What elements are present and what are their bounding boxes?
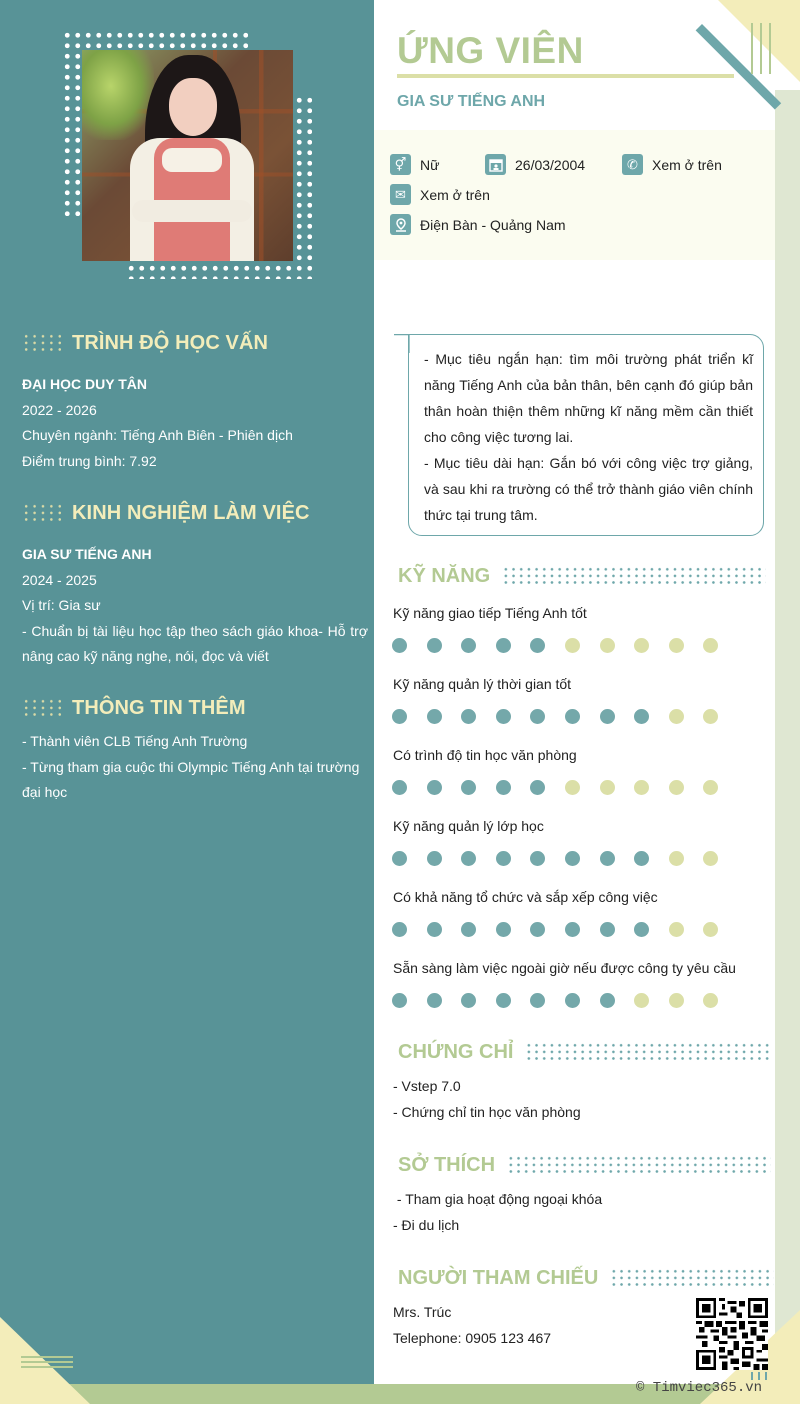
contact-address <box>390 214 566 235</box>
skill-name: Có trình độ tin học văn phòng <box>393 747 577 763</box>
rating-dot-empty-icon <box>669 993 684 1008</box>
career-objective <box>408 334 764 536</box>
rating-dot-filled-icon <box>496 922 511 937</box>
certificates-list <box>393 1073 581 1125</box>
experience-period: 2024 - 2025 <box>22 571 97 588</box>
rating-dot-empty-icon <box>703 780 718 795</box>
rating-dot-filled-icon <box>392 922 407 937</box>
additional-item: - Thành viên CLB Tiếng Anh Trường <box>22 733 248 749</box>
rating-dot-filled-icon <box>530 638 545 653</box>
skill-rating <box>392 709 763 724</box>
rating-dot-empty-icon <box>703 638 718 653</box>
school-name: ĐẠI HỌC DUY TÂN <box>22 376 147 392</box>
rating-dot-filled-icon <box>565 851 580 866</box>
rating-dot-filled-icon <box>530 922 545 937</box>
dots-decor-icon <box>502 566 766 586</box>
contact-email <box>390 184 490 205</box>
section-title: KỸ NĂNG <box>398 564 491 587</box>
rating-dot-empty-icon <box>669 851 684 866</box>
rating-dot-empty-icon <box>600 638 615 653</box>
dots-decor-icon <box>22 503 64 523</box>
skill-name: Kỹ năng quản lý lớp học <box>393 818 544 834</box>
skill-rating <box>392 922 763 937</box>
hobby-item: - Tham gia hoạt động ngoại khóa <box>393 1191 603 1207</box>
skill-name: Kỹ năng quản lý thời gian tốt <box>393 676 572 692</box>
rating-dot-empty-icon <box>634 780 649 795</box>
certificates-heading <box>398 1039 769 1065</box>
rating-dot-filled-icon <box>600 922 615 937</box>
rating-dot-filled-icon <box>530 851 545 866</box>
skill-name: Sẵn sàng làm việc ngoài giờ nếu được công ty yêu cầu <box>393 960 736 976</box>
skills-heading <box>398 563 766 589</box>
rating-dot-filled-icon <box>392 851 407 866</box>
rating-dot-filled-icon <box>496 780 511 795</box>
education-section <box>22 330 368 474</box>
dots-decor-icon <box>22 698 64 718</box>
rating-dot-filled-icon <box>565 709 580 724</box>
rating-dot-empty-icon <box>703 993 718 1008</box>
skill-name: Kỹ năng giao tiếp Tiếng Anh tốt <box>393 605 587 621</box>
email-value: Xem ở trên <box>420 186 490 203</box>
rating-dot-filled-icon <box>565 922 580 937</box>
rating-dot-filled-icon <box>634 709 649 724</box>
address-value: Điện Bàn - Quảng Nam <box>420 216 566 233</box>
rating-dot-filled-icon <box>496 851 511 866</box>
phone-value: Xem ở trên <box>652 156 722 173</box>
contact-birthday <box>485 154 585 175</box>
mail-icon: ✉ <box>390 184 411 205</box>
skill-rating <box>392 638 763 653</box>
rating-dot-filled-icon <box>392 638 407 653</box>
education-period: 2022 - 2026 <box>22 401 97 418</box>
rating-dot-empty-icon <box>565 780 580 795</box>
rating-dot-filled-icon <box>461 922 476 937</box>
section-title: KINH NGHIỆM LÀM VIỆC <box>72 501 310 524</box>
section-title: CHỨNG CHỈ <box>398 1040 514 1063</box>
rating-dot-empty-icon <box>703 851 718 866</box>
dots-decor-icon <box>525 1042 769 1062</box>
skill-rating <box>392 851 763 866</box>
skill-item <box>393 745 763 795</box>
rating-dot-filled-icon <box>530 780 545 795</box>
rating-dot-filled-icon <box>634 922 649 937</box>
candidate-name: ỨNG VIÊN <box>397 30 584 71</box>
rating-dot-filled-icon <box>427 993 442 1008</box>
location-icon <box>390 214 411 235</box>
skill-item <box>393 603 763 653</box>
rating-dot-filled-icon <box>461 638 476 653</box>
qr-code-icon <box>696 1298 768 1370</box>
skill-item <box>393 887 763 937</box>
rating-dot-filled-icon <box>600 709 615 724</box>
additional-info-section <box>22 695 368 806</box>
copyright-text: © Timviec365.vn <box>636 1380 763 1396</box>
candidate-photo <box>82 50 293 261</box>
objective-long-term: - Mục tiêu dài hạn: Gắn bó với công việc trợ giảng, và sau khi ra trường có thể trở thành giáo viên chính thức tại trung tâm. <box>424 455 753 523</box>
rating-dot-filled-icon <box>496 709 511 724</box>
gender-icon: ⚥ <box>390 154 411 175</box>
certificate-item: - Vstep 7.0 <box>393 1078 461 1094</box>
skill-item <box>393 816 763 866</box>
rating-dot-filled-icon <box>600 851 615 866</box>
top-right-decor-lines <box>751 23 771 74</box>
bottom-right-decor-lines <box>751 1372 767 1380</box>
hobbies-list <box>393 1186 602 1238</box>
name-underline <box>397 74 734 78</box>
rating-dot-empty-icon <box>600 780 615 795</box>
contact-phone <box>622 154 722 175</box>
hobby-item: - Đi du lịch <box>393 1217 460 1233</box>
certificate-item: - Chứng chỉ tin học văn phòng <box>393 1104 581 1120</box>
rating-dot-empty-icon <box>634 638 649 653</box>
rating-dot-filled-icon <box>461 709 476 724</box>
rating-dot-empty-icon <box>565 638 580 653</box>
right-decor-strip <box>775 90 800 1384</box>
experience-section <box>22 500 368 670</box>
section-title: NGƯỜI THAM CHIẾU <box>398 1266 599 1289</box>
rating-dot-filled-icon <box>461 780 476 795</box>
rating-dot-filled-icon <box>530 993 545 1008</box>
rating-dot-filled-icon <box>461 993 476 1008</box>
experience-position: Vị trí: Gia sư <box>22 597 101 613</box>
section-title: SỞ THÍCH <box>398 1153 496 1176</box>
rating-dot-filled-icon <box>496 993 511 1008</box>
skill-rating <box>392 993 763 1008</box>
gender-value: Nữ <box>420 156 440 173</box>
rating-dot-empty-icon <box>669 780 684 795</box>
birthday-value: 26/03/2004 <box>515 156 586 173</box>
section-title: TRÌNH ĐỘ HỌC VẤN <box>72 331 269 354</box>
rating-dot-filled-icon <box>461 851 476 866</box>
rating-dot-filled-icon <box>496 638 511 653</box>
rating-dot-filled-icon <box>427 780 442 795</box>
dots-decor-icon <box>610 1268 774 1288</box>
rating-dot-filled-icon <box>634 851 649 866</box>
rating-dot-empty-icon <box>703 709 718 724</box>
rating-dot-filled-icon <box>427 638 442 653</box>
rating-dot-empty-icon <box>634 993 649 1008</box>
references-heading <box>398 1265 774 1291</box>
rating-dot-filled-icon <box>392 780 407 795</box>
references-list <box>393 1299 551 1351</box>
skill-item <box>393 958 763 1008</box>
rating-dot-filled-icon <box>392 709 407 724</box>
rating-dot-filled-icon <box>530 709 545 724</box>
rating-dot-filled-icon <box>427 709 442 724</box>
rating-dot-empty-icon <box>669 638 684 653</box>
rating-dot-filled-icon <box>392 993 407 1008</box>
phone-icon: ✆ <box>622 154 643 175</box>
hobbies-heading <box>398 1152 771 1178</box>
bottom-left-decor-lines <box>21 1356 73 1371</box>
reference-phone: Telephone: 0905 123 467 <box>393 1330 552 1346</box>
job-title: GIA SƯ TIẾNG ANH <box>397 93 546 110</box>
education-gpa: Điểm trung bình: 7.92 <box>22 452 157 469</box>
reference-name: Mrs. Trúc <box>393 1304 452 1320</box>
rating-dot-filled-icon <box>600 993 615 1008</box>
rating-dot-filled-icon <box>427 922 442 937</box>
objective-short-term: - Mục tiêu ngắn hạn: tìm môi trường phát triển kĩ năng Tiếng Anh của bản thân, bên cạnh đó giúp bản thân hoàn thiện thêm những kĩ năng mềm cần thiết cho công việc tương lai. <box>424 351 753 445</box>
education-major: Chuyên ngành: Tiếng Anh Biên - Phiên dịch <box>22 427 293 443</box>
dots-decor-icon <box>507 1155 771 1175</box>
job-role: GIA SƯ TIẾNG ANH <box>22 546 152 562</box>
calendar-icon <box>485 154 506 175</box>
skill-item <box>393 674 763 724</box>
skill-name: Có khả năng tổ chức và sắp xếp công việc <box>393 889 658 905</box>
rating-dot-empty-icon <box>669 709 684 724</box>
skill-rating <box>392 780 763 795</box>
rating-dot-filled-icon <box>565 993 580 1008</box>
dots-decor-icon <box>22 333 64 353</box>
rating-dot-empty-icon <box>703 922 718 937</box>
rating-dot-empty-icon <box>669 922 684 937</box>
contact-gender <box>390 154 439 175</box>
rating-dot-filled-icon <box>427 851 442 866</box>
section-title: THÔNG TIN THÊM <box>72 696 246 719</box>
additional-item: - Từng tham gia cuộc thi Olympic Tiếng Anh tại trường đại học <box>22 758 360 800</box>
experience-description: - Chuẩn bị tài liệu học tập theo sách giáo khoa- Hỗ trợ nâng cao kỹ năng nghe, nói, đọc và viết <box>22 622 368 664</box>
